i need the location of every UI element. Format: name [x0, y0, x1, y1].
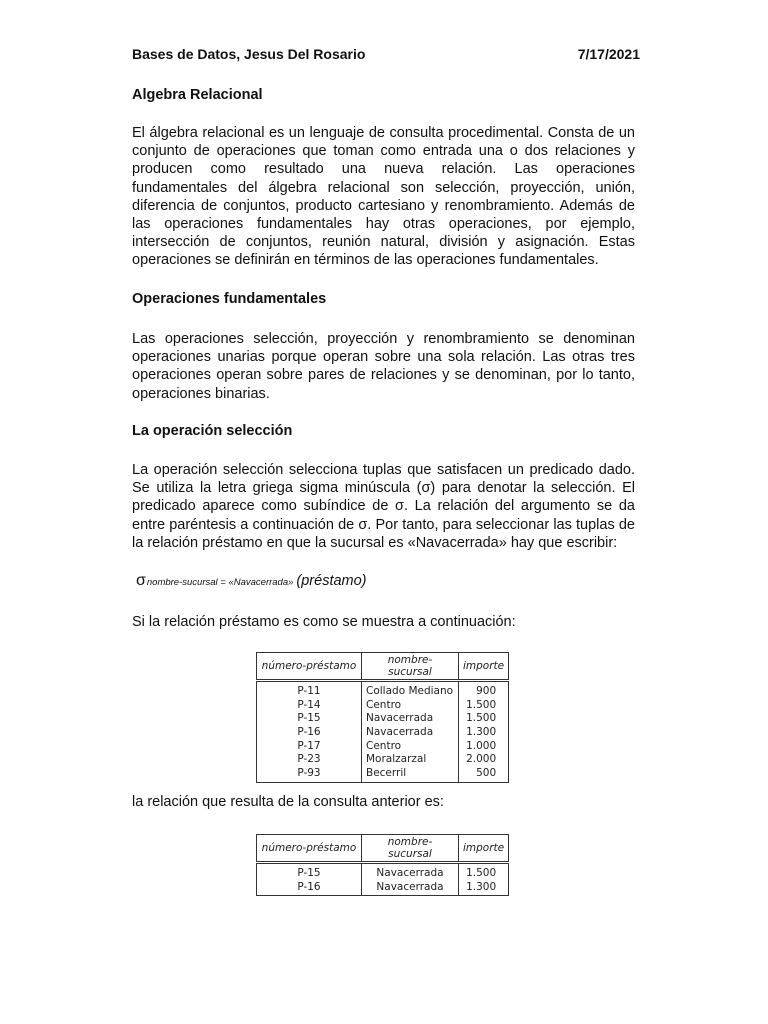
table-cell: 1.500	[459, 711, 509, 725]
table-row	[257, 752, 509, 766]
column-header: número-préstamo	[257, 653, 362, 681]
paragraph-intro: El álgebra relacional es un lenguaje de consulta procedimental. Consta de un conjunto de operaciones que toman como entrada una o dos relaciones y producen como resultado una nueva relación. Las operaciones fundamentales del álgebra relacional son selección, proyección, unión, diferencia de conjuntos, producto cartesiano y renombramiento. Además de las operaciones fundamentales hay otras operaciones, por ejemplo, intersección de conjuntos, reunión natural, división y asignación. Estas operaciones se definirán en términos de las operaciones fundamentales.	[132, 125, 635, 269]
table-cell: P-11	[257, 681, 362, 698]
table-cell: 1.500	[459, 698, 509, 712]
table-cell: P-17	[257, 739, 362, 753]
table-row	[257, 725, 509, 739]
table-cell: P-15	[257, 863, 362, 880]
table-cell: Navacerrada	[362, 725, 459, 739]
table-row	[257, 739, 509, 753]
table-cell: Centro	[362, 698, 459, 712]
prestamo-table	[256, 652, 509, 783]
column-header: número-préstamo	[257, 835, 362, 863]
result-table	[256, 834, 509, 896]
table-cell: 1.300	[459, 725, 509, 739]
table-cell: Navacerrada	[362, 863, 459, 880]
table-cell: P-23	[257, 752, 362, 766]
table-cell: P-16	[257, 880, 362, 896]
table-cell: P-93	[257, 766, 362, 782]
selection-formula	[136, 572, 367, 590]
table-cell: 1.300	[459, 880, 509, 896]
table-cell: Becerril	[362, 766, 459, 782]
table-row	[257, 766, 509, 782]
column-header: importe	[459, 835, 509, 863]
table-row	[257, 880, 509, 896]
section-title-algebra: Algebra Relacional	[132, 87, 263, 103]
table-row	[257, 711, 509, 725]
page-header	[132, 46, 640, 62]
column-header: importe	[459, 653, 509, 681]
paragraph-result-intro: la relación que resulta de la consulta anterior es:	[132, 794, 444, 810]
paragraph-seleccion: La operación selección selecciona tuplas que satisfacen un predicado dado. Se utiliza la letra griega sigma minúscula (σ) para denotar la selección. El predicado aparece como subíndice de σ. La relación del argumento se da entre paréntesis a continuación de σ. Por tanto, para seleccionar las tuplas de la relación préstamo en que la sucursal es «Navacerrada» hay que escribir:	[132, 462, 635, 551]
header-course-author: Bases de Datos, Jesus Del Rosario	[132, 46, 366, 62]
table-cell: Navacerrada	[362, 711, 459, 725]
table-cell: 2.000	[459, 752, 509, 766]
table-cell: 1.500	[459, 863, 509, 880]
formula-predicate: nombre-sucursal = «Navacerrada»	[146, 577, 294, 588]
table-cell: Navacerrada	[362, 880, 459, 896]
table-row	[257, 863, 509, 880]
section-title-fundamentales: Operaciones fundamentales	[132, 291, 327, 307]
table-header-row	[257, 653, 509, 681]
table-cell: Moralzarzal	[362, 752, 459, 766]
table-cell: P-14	[257, 698, 362, 712]
table-cell: 1.000	[459, 739, 509, 753]
header-date: 7/17/2021	[577, 46, 640, 62]
table-cell: P-15	[257, 711, 362, 725]
table-cell: 900	[459, 681, 509, 698]
section-title-seleccion: La operación selección	[132, 423, 293, 439]
table-cell: 500	[459, 766, 509, 782]
paragraph-relation-intro: Si la relación préstamo es como se muestra a continuación:	[132, 614, 516, 630]
column-header: nombre-sucursal	[362, 653, 459, 681]
sigma-symbol: σ	[136, 572, 146, 589]
table-cell: Collado Mediano	[362, 681, 459, 698]
table-row	[257, 698, 509, 712]
formula-argument: (préstamo)	[296, 573, 367, 589]
paragraph-unarias: Las operaciones selección, proyección y renombramiento se denominan operaciones unarias porque operan sobre una sola relación. Las otras tres operaciones operan sobre pares de relaciones y se denominan, por lo tanto, operaciones binarias.	[132, 331, 635, 402]
table-cell: Centro	[362, 739, 459, 753]
table-cell: P-16	[257, 725, 362, 739]
table-header-row	[257, 835, 509, 863]
table-row	[257, 681, 509, 698]
column-header: nombre-sucursal	[362, 835, 459, 863]
